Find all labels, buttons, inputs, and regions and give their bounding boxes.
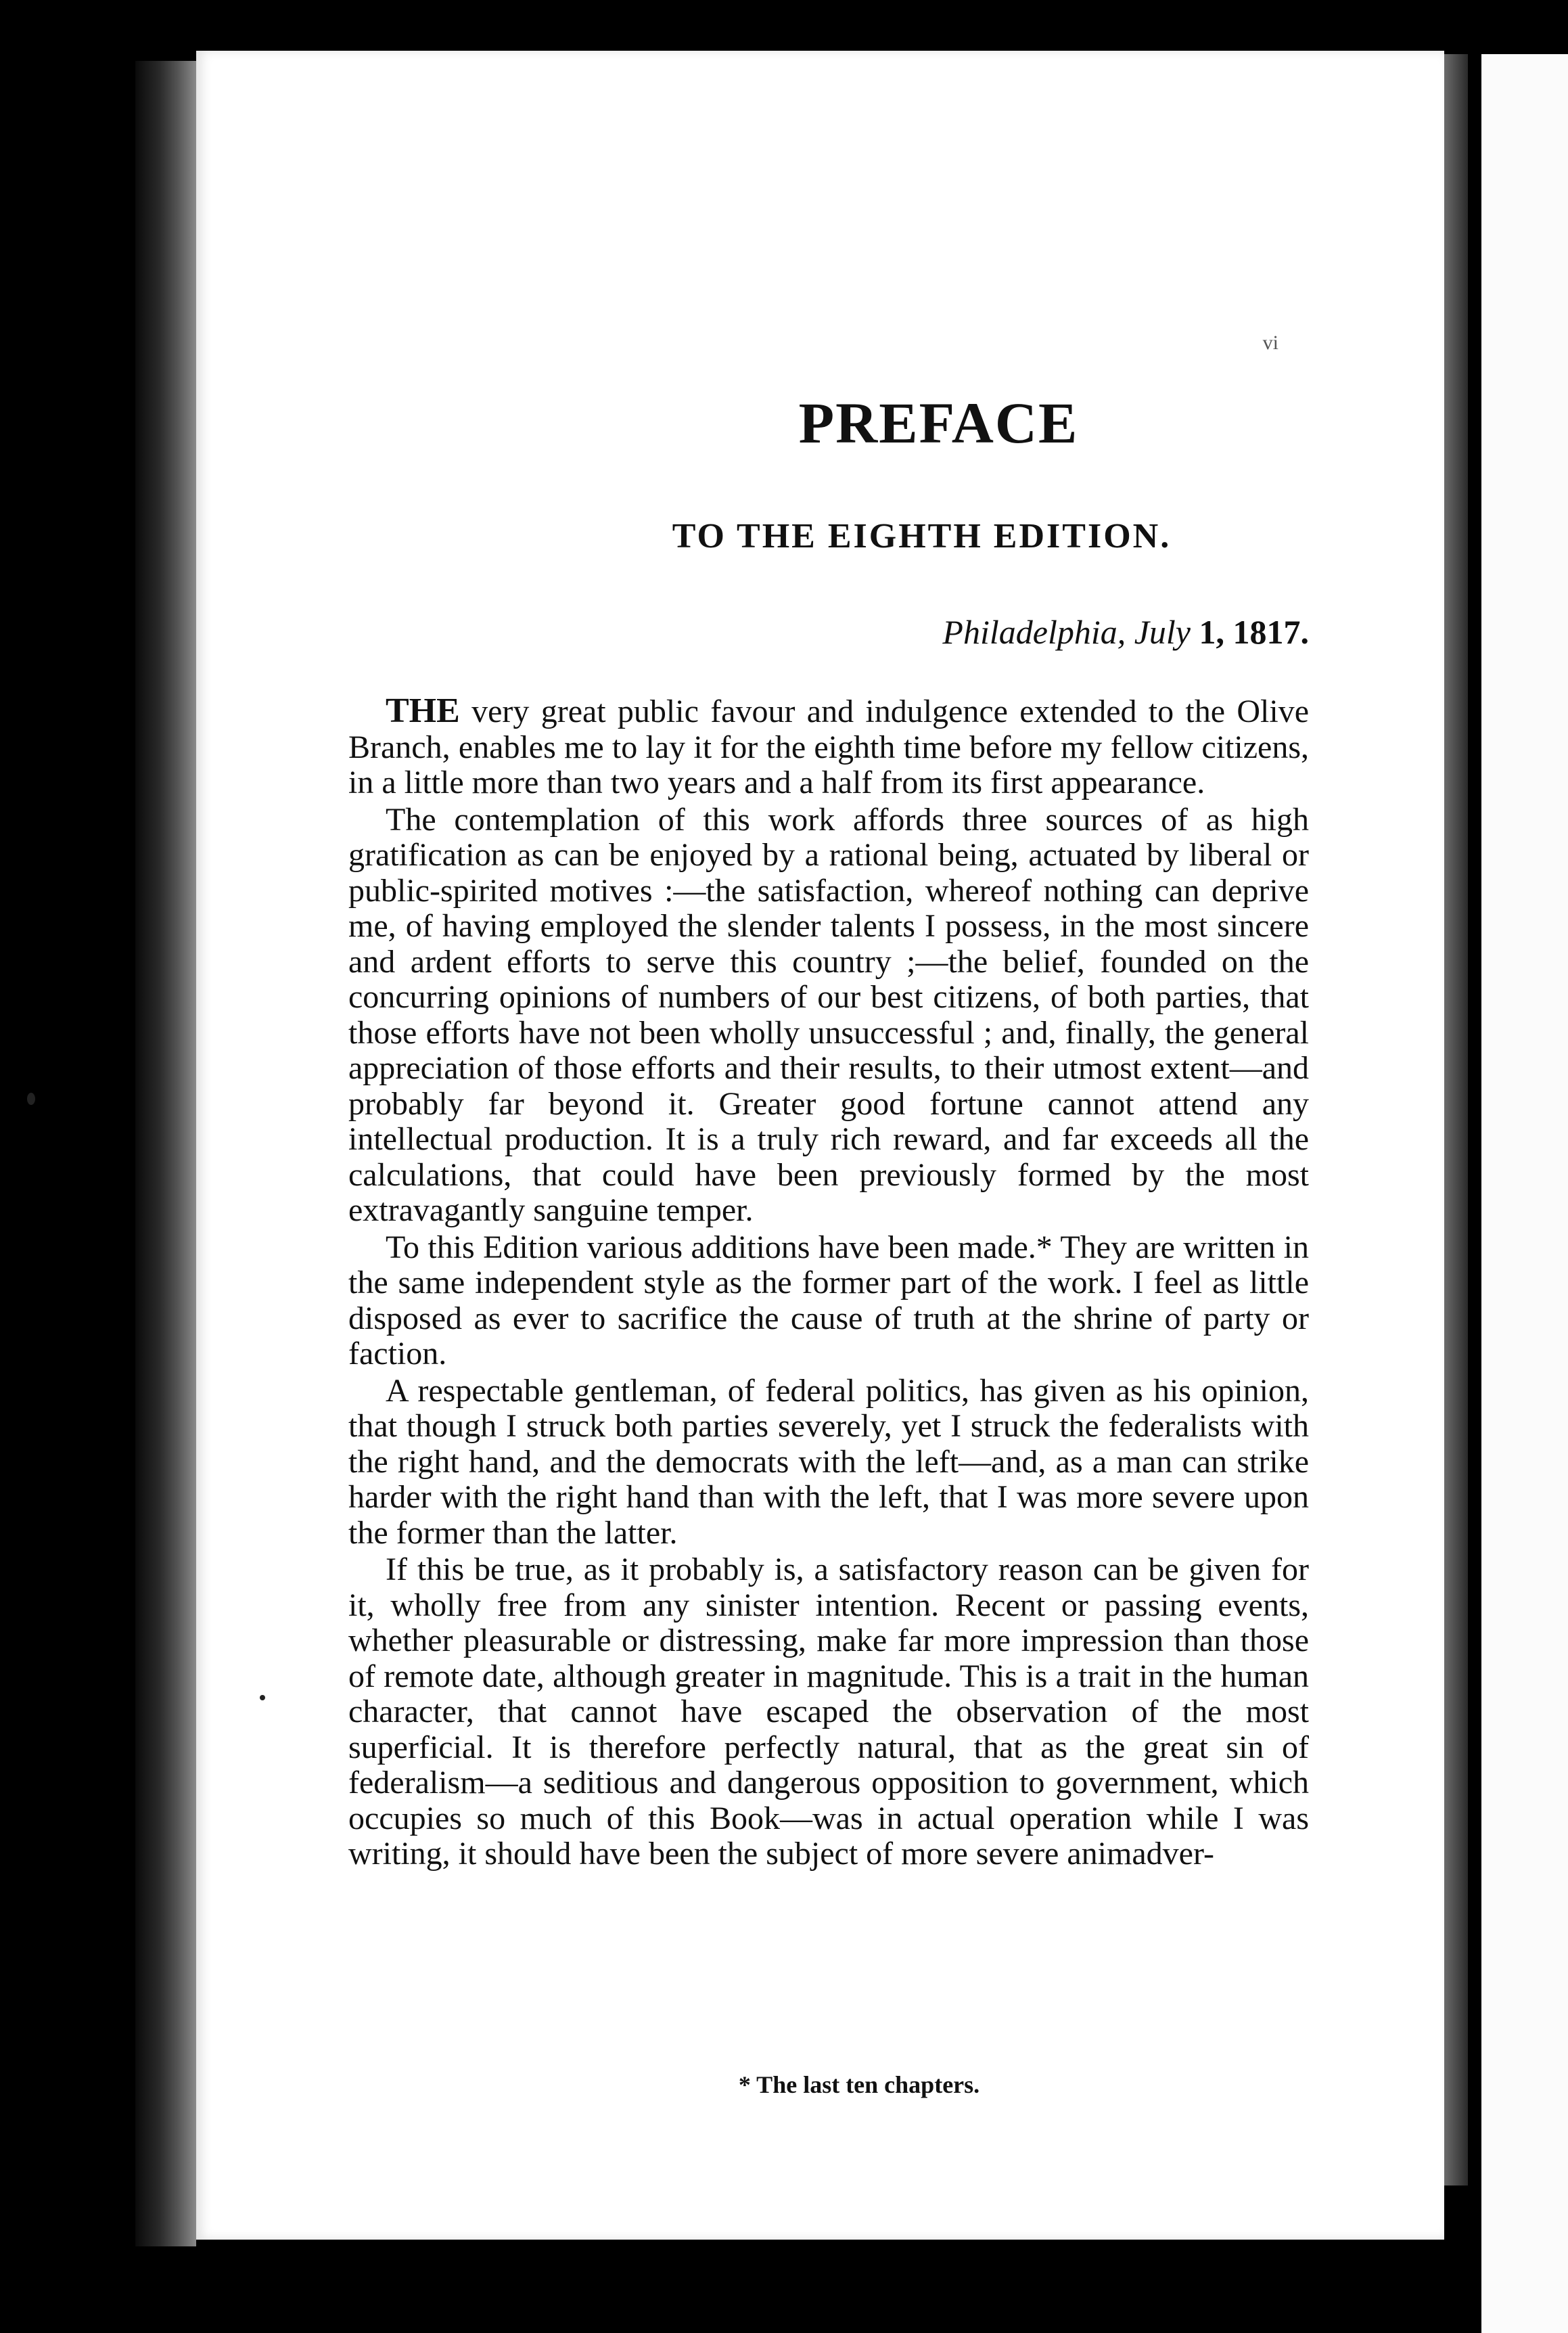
book-binding-edge [135, 61, 196, 2246]
body-text [348, 694, 1309, 1872]
paragraph-2 [348, 802, 1309, 1229]
paragraph-text: A respectable gentleman, of federal politics, has given as his opinion, that though I struck both parties severely, yet I struck the federalists with the right hand, and the democrats with the left—and, as a man can strike harder with the right hand than with the left, that I was more severe upon the former than the latter. [348, 1372, 1309, 1551]
dateline-place: Philadelphia, July [942, 613, 1191, 651]
paragraph-lead-word: THE [386, 692, 460, 730]
footnote: * The last ten chapters. [738, 2071, 980, 2098]
paragraph-text: very great public favour and indulgence extended to the Olive Branch, enables me to lay it for the eighth time before my fellow citizens, in a little more than two years and a half from its first appearance. [348, 694, 1309, 800]
paragraph-5 [348, 1552, 1309, 1872]
page-title: PREFACE [798, 390, 1079, 455]
adjacent-page-sliver [1481, 54, 1568, 2333]
paragraph-text: If this be true, as it probably is, a satisfactory reason can be given for it, wholly free from any sinister intention. Recent or passing events, whether pleasurable or distressing, make far more impression than those of remote date, although greater in magnitude. This is a trait in the human character, that cannot have escaped the observation of the most superficial. It is therefore perfectly natural, that as the great sin of federalism—a seditious and dangerous opposition to government, which occupies so much of this Book—was in actual operation while I was writing, it should have been the subject of more severe animadver- [348, 1551, 1309, 1872]
dateline-date: 1, 1817. [1199, 613, 1309, 651]
paragraph-text: To this Edition various additions have been made.* They are written in the same independent style as the former part of the work. I feel as little disposed as ever to sacrifice the cause of truth at the shrine of party or faction. [348, 1229, 1309, 1372]
paragraph-1 [348, 694, 1309, 801]
scan-speck [260, 1695, 265, 1700]
scan-speck [27, 1093, 35, 1105]
page-number: vi [1262, 332, 1278, 354]
page-subtitle: TO THE EIGHTH EDITION. [672, 517, 1172, 556]
paragraph-text: The contemplation of this work affords three sources of as high gratification as can be enjoyed by a rational being, actuated by liberal or public-spirited motives :—the satisfaction, whereof nothing can deprive me, of having employed the slender talents I possess, in the most sincere and ardent efforts to serve this country ;—the belief, founded on the concurring opinions of numbers of our best citizens, of both parties, that those efforts have not been wholly unsuccessful ; and, finally, the general appreciation of those efforts and their results, to their utmost extent—and probably far beyond it. Greater good fortune cannot attend any intellectual production. It is a truly rich reward, and far exceeds all the calculations, that could have been previously formed by the most extravagantly sanguine temper. [348, 801, 1309, 1228]
dateline [942, 612, 1309, 652]
paragraph-4 [348, 1374, 1309, 1551]
book-page [196, 51, 1444, 2240]
paragraph-3 [348, 1230, 1309, 1372]
